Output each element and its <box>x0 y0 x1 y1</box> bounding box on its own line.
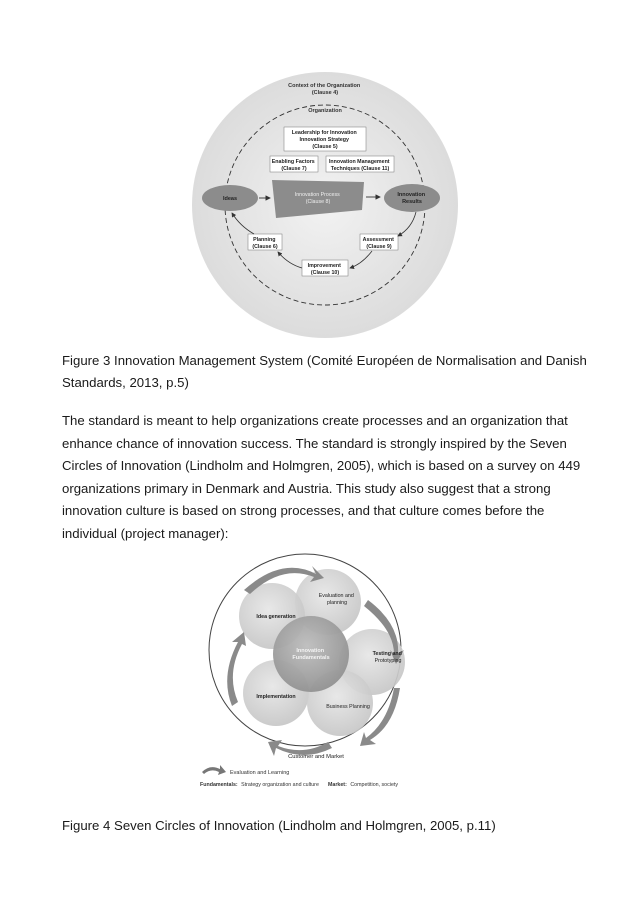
legend-arrow-label: Evaluation and Learning <box>230 770 290 776</box>
market-legend: Market: Competition, society <box>328 782 399 788</box>
idea-generation-label: Idea generation <box>256 614 296 620</box>
body-paragraph: The standard is meant to help organizations create processes and an organization that enhance chance of innovation success. The standard is strongly inspired by the Seven Circles of Innovation (Lindholm and Holmgren, 2005), which is based on a survey on 449 organizations primary in Denmark and Austria. This study also suggest that a strong innovation culture is based on strong processes, and that culture comes before the individual (project manager): <box>62 413 581 541</box>
legend-arrow-icon <box>202 765 226 775</box>
techniques-label: Innovation Management Techniques (Clause 11) <box>328 159 390 172</box>
assessment-label: Assessment (Clause 9) <box>362 237 394 250</box>
evaluation-label: Evaluation and planning <box>318 593 354 606</box>
business-planning-label: Business Planning <box>326 704 370 710</box>
enabling-factors-label: Enabling Factors (Clause 7) <box>271 159 315 172</box>
planning-label: Planning (Clause 6) <box>252 237 278 250</box>
figure-4-diagram <box>192 550 422 790</box>
improvement-label: Improvement (Clause 10) <box>307 263 341 276</box>
fundamentals-circle <box>273 616 349 692</box>
implementation-label: Implementation <box>256 694 296 700</box>
results-ellipse <box>384 184 440 212</box>
context-label: Context of the Organization (Clause 4) <box>288 83 361 96</box>
customer-market-label: Customer and Market <box>288 754 344 760</box>
figure-4-caption: Figure 4 Seven Circles of Innovation (Lindholm and Holmgren, 2005, p.11) <box>62 818 496 833</box>
leadership-label: Leadership for Innovation Innovation Strategy (Clause 5) <box>291 130 357 150</box>
ideas-label: Ideas <box>222 196 238 202</box>
testing-label: Testing and Prototyping <box>372 651 402 664</box>
fundamentals-legend: Fundamentals: Strategy organization and culture <box>200 782 319 788</box>
figure-3-caption: Figure 3 Innovation Management System (Comité Européen de Normalisation and Danish Standards, 2013, p.5) <box>62 353 587 390</box>
innovation-process-label: Innovation Process (Clause 8) <box>294 192 340 205</box>
results-label: Innovation Results <box>397 192 426 205</box>
figure-3-diagram <box>190 70 460 340</box>
fundamentals-label: Innovation Fundamentals <box>292 648 330 661</box>
organization-label: Organization <box>308 108 342 114</box>
